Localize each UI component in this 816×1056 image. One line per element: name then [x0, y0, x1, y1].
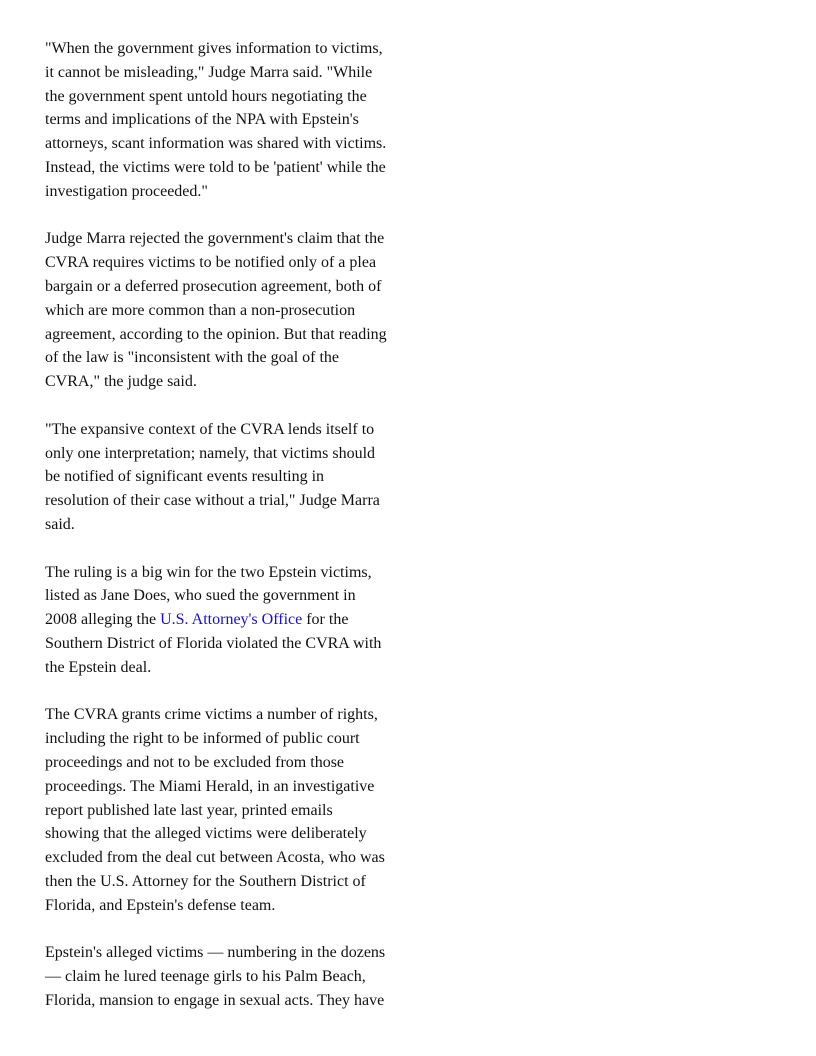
text-line: proceedings. The Miami Herald, in an investigative: [45, 777, 375, 795]
text-line: be notified of significant events resulting in: [45, 468, 325, 486]
text-line: of the law is "inconsistent with the goal of the: [45, 349, 340, 367]
text-line: then the U.S. Attorney for the Southern District of: [45, 872, 366, 890]
text-line: Florida, mansion to engage in sexual acts. They have: [45, 991, 385, 1009]
text-line: agreement, according to the opinion. But that reading: [45, 325, 387, 343]
us-attorneys-office-link[interactable]: U.S. Attorney's Office: [160, 611, 303, 629]
text-segment: for the: [302, 611, 349, 629]
article-body: [45, 37, 405, 1036]
text-line: terms and implications of the NPA with Epstein's: [45, 111, 359, 129]
text-line: it cannot be misleading," Judge Marra said. "While: [45, 63, 373, 81]
text-line: The CVRA grants crime victims a number of rights,: [45, 706, 378, 724]
text-line: which are more common than a non-prosecution: [45, 301, 356, 319]
paragraph-cvra-rights: [45, 703, 405, 917]
paragraph-ruling-win: [45, 561, 405, 680]
text-line: said.: [45, 515, 75, 533]
text-line: Florida, and Epstein's defense team.: [45, 896, 276, 914]
text-line: the Epstein deal.: [45, 658, 152, 676]
text-line: Southern District of Florida violated the CVRA with: [45, 634, 382, 652]
text-line: Instead, the victims were told to be 'patient' while the: [45, 158, 386, 176]
text-line: investigation proceeded.": [45, 182, 208, 200]
text-line-with-link: [45, 608, 405, 632]
text-segment: 2008 alleging the: [45, 611, 161, 629]
text-line: showing that the alleged victims were deliberately: [45, 825, 367, 843]
text-line: listed as Jane Does, who sued the government in: [45, 587, 356, 605]
paragraph-quote-expansive: [45, 418, 405, 537]
text-line: proceedings and not to be excluded from those: [45, 753, 345, 771]
text-line: including the right to be informed of public court: [45, 730, 360, 748]
text-line: CVRA requires victims to be notified only of a plea: [45, 254, 377, 272]
paragraph-quote-misleading: [45, 37, 405, 204]
text-line: resolution of their case without a trial," Judge Marra: [45, 492, 380, 510]
text-line: report published late last year, printed emails: [45, 801, 333, 819]
text-line: bargain or a deferred prosecution agreement, both of: [45, 277, 382, 295]
text-line: only one interpretation; namely, that victims should: [45, 444, 376, 462]
text-line: Epstein's alleged victims — numbering in the dozens: [45, 944, 386, 962]
text-line: Judge Marra rejected the government's claim that the: [45, 230, 385, 248]
text-line: excluded from the deal cut between Acosta, who was: [45, 849, 385, 867]
text-line: "The expansive context of the CVRA lends itself to: [45, 420, 375, 438]
text-line: — claim he lured teenage girls to his Palm Beach,: [45, 968, 366, 986]
text-line: the government spent untold hours negotiating the: [45, 87, 367, 105]
text-line: The ruling is a big win for the two Epstein victims,: [45, 563, 372, 581]
text-line: attorneys, scant information was shared with victims.: [45, 135, 387, 153]
paragraph-cvra-claim: [45, 227, 405, 394]
text-line: "When the government gives information to victims,: [45, 40, 383, 57]
text-line: CVRA," the judge said.: [45, 373, 197, 391]
paragraph-alleged-victims: [45, 941, 405, 1012]
